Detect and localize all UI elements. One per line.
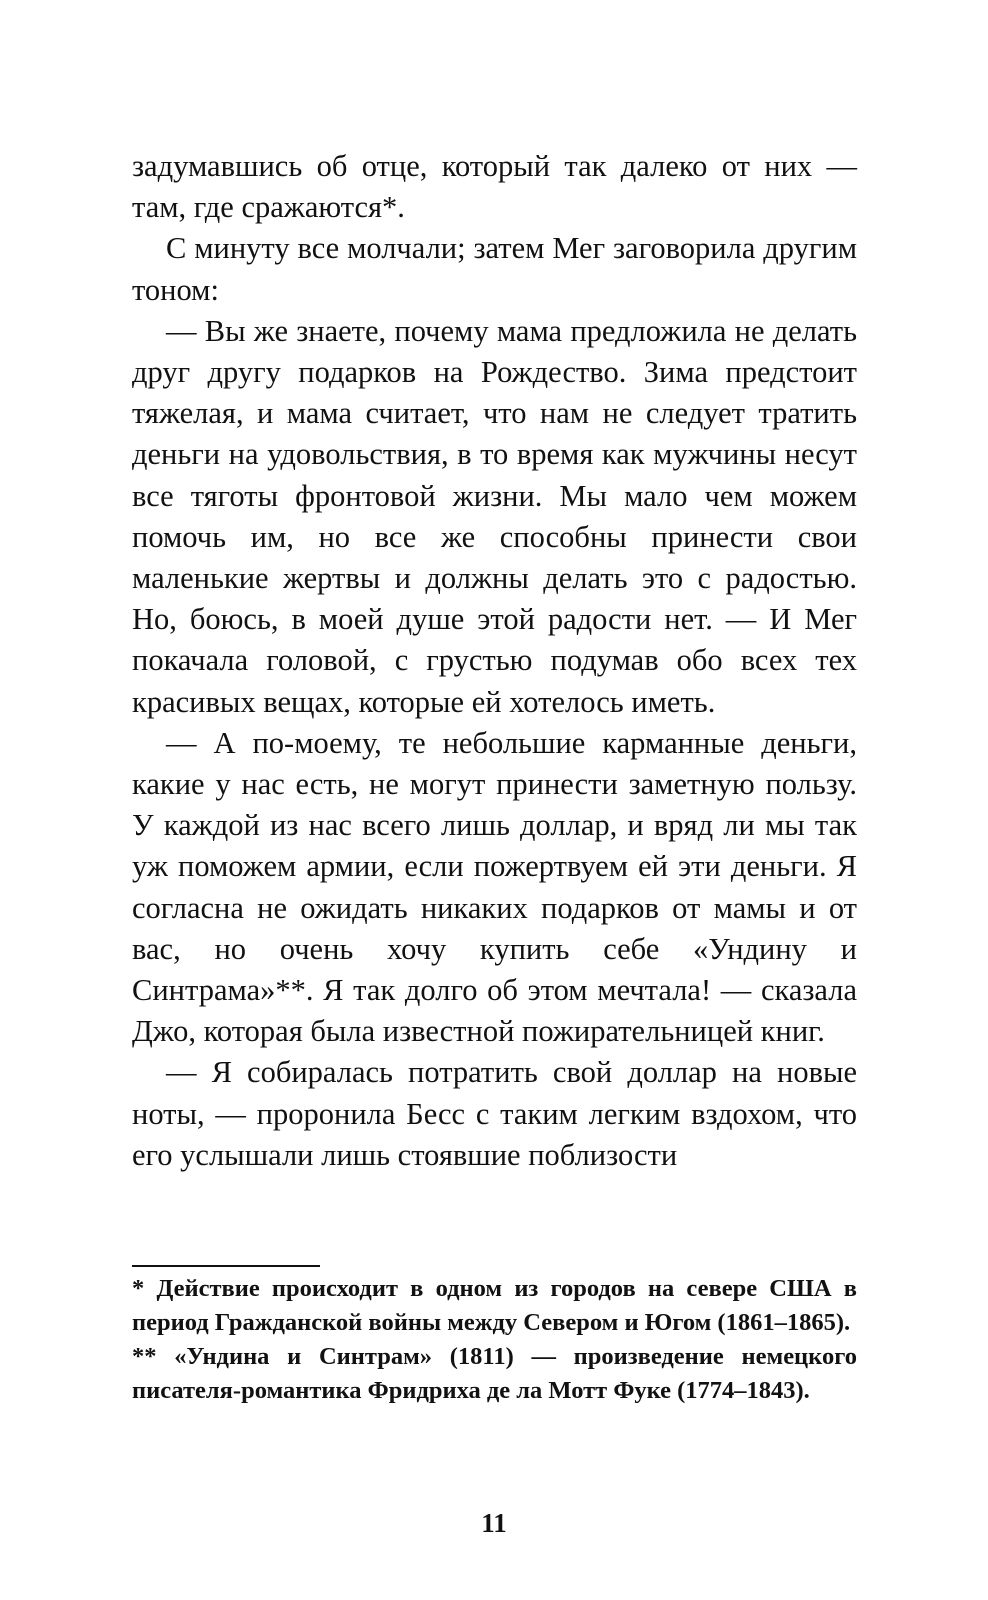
paragraph: — А по-моему, те небольшие карманные деньги, какие у нас есть, не могут принести заметную пользу. У каждой из нас всего лишь доллар, и вряд ли мы так уж поможем армии, если пожертвуем ей эти деньги. Я согласна не ожидать никаких подарков от мамы и от вас, но очень хочу купить себе «Ундину и Синтрама»**. Я так долго об этом мечтала! — сказала Джо, которая была известной пожирательницей книг. [132,725,857,1049]
paragraph: — Я собиралась потратить свой доллар на новые ноты, — проронила Бесс с таким легким вздохом, что его услышали лишь стоявшие поблизости [132,1055,857,1172]
footnote-divider [132,1265,320,1267]
page-number: 11 [481,1508,507,1538]
footnote: ** «Ундина и Синтрам» (1811) — произведение немецкого писателя-романтика Фридриха де ла Мотт Фуке (1774–1843). [132,1343,857,1404]
paragraph: — Вы же знаете, почему мама предложила не делать друг другу подарков на Рождество. Зима предстоит тяжелая, и мама считает, что нам не следует тратить деньги на удовольствия, в то время как мужчины несут все тяготы фронтовой жизни. Мы мало чем можем помочь им, но все же способны принести свои маленькие жертвы и должны делать это с радостью. Но, боюсь, в моей душе этой радости нет. — И Мег покачала головой, с грустью подумав обо всех тех красивых вещах, которые ей хотелось иметь. [132,313,857,719]
footnotes [132,1272,857,1408]
main-text [132,146,857,1176]
paragraph: С минуту все молчали; затем Мег заговорила другим тоном: [132,231,857,307]
paragraph-continuation: задумавшись об отце, который так далеко от них — там, где сражаются*. [132,149,857,225]
footnote: * Действие происходит в одном из городов на севере США в период Гражданской войны между Севером и Югом (1861–1865). [132,1275,857,1336]
